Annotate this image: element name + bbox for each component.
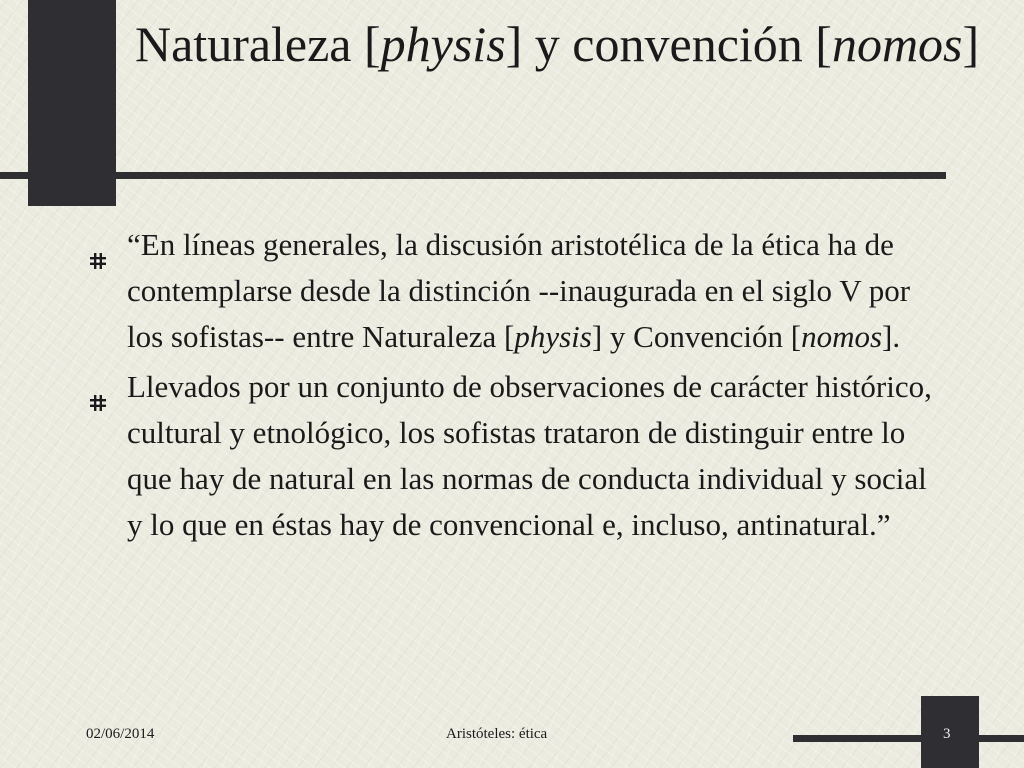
footer-rule	[793, 735, 1024, 742]
bullet-item	[90, 222, 940, 360]
footer-center-text: Aristóteles: ética	[446, 726, 548, 742]
title-italic-nomos: nomos	[831, 16, 963, 72]
bullet-text: “En líneas generales, la discusión aristotélica de la ética ha de contemplarse desde la distinción --inaugurada en el siglo V por los sofistas-- entre Naturaleza [	[127, 227, 911, 354]
bullet-italic-term: nomos	[801, 319, 883, 354]
footer-date: 02/06/2014	[86, 726, 155, 742]
bullet-italic-term: physis	[514, 319, 592, 354]
bullet-text: Llevados por un conjunto de observaciones de carácter histórico, cultural y etnológico, los sofistas trataron de distinguir entre lo que hay de natural en las normas de conducta individual y social y lo que en éstas hay de convencional e, incluso, antinatural.”	[127, 369, 932, 542]
bullet-list	[90, 222, 940, 552]
bullet-text: ] y Convención [	[591, 319, 802, 354]
hash-bullet-icon	[90, 378, 106, 394]
hash-bullet-icon	[90, 236, 106, 252]
title-text-3: ]	[962, 16, 980, 72]
title-underline-rule	[0, 172, 946, 179]
title-text-2: ] y convención [	[505, 16, 832, 72]
title-text-1: Naturaleza [	[135, 16, 381, 72]
bullet-text: ].	[882, 319, 901, 354]
bullet-item	[90, 364, 940, 548]
slide-number: 3	[943, 726, 951, 742]
title-italic-physis: physis	[380, 16, 506, 72]
slide-title	[135, 14, 995, 74]
